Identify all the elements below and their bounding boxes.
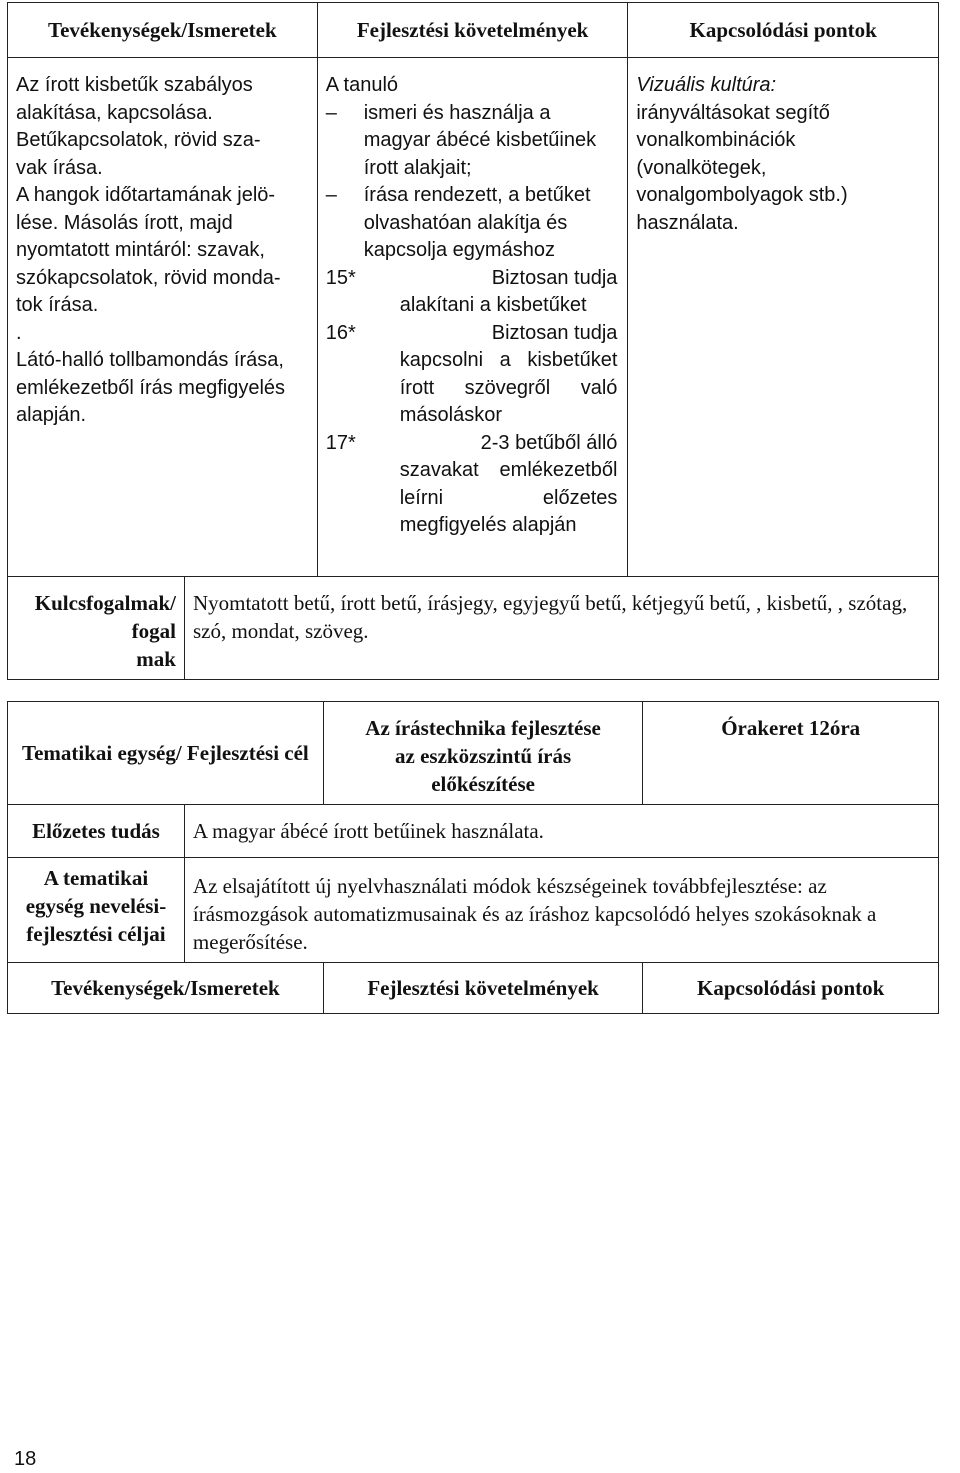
key-concepts-value <box>184 577 938 680</box>
goals-label-line: egység nevelési- <box>25 894 167 918</box>
unit-title-cell <box>323 702 643 805</box>
requirement-line: kapcsolni a kisbetűket <box>399 349 618 371</box>
label-line: mak <box>136 647 176 671</box>
activity-line: tok írása. <box>16 294 99 316</box>
connection-subject: Vizuális kultúra: <box>636 74 777 96</box>
activity-line: Az írott kisbetűk szabályos <box>16 74 253 96</box>
table-row <box>8 702 939 805</box>
prior-knowledge-value-cell <box>184 805 938 858</box>
activity-line: . <box>16 321 22 344</box>
unit-title-line: az eszközszintű írás <box>395 744 572 768</box>
numbered-requirement <box>326 430 618 540</box>
activity-line: vak írása. <box>16 156 103 179</box>
table-row <box>8 577 939 680</box>
key-concepts-table <box>7 576 939 680</box>
bullet-line: ismeri és használja a <box>363 101 551 124</box>
bullet-line: írása rendezett, a betűket <box>363 184 591 206</box>
unit-title-line: Az írástechnika fejlesztése <box>365 716 601 740</box>
prior-knowledge-value: A magyar ábécé írott betűinek használata. <box>192 819 544 843</box>
connection-line: használata. <box>636 211 739 234</box>
bullet-line: kapcsolja egymáshoz <box>363 239 555 261</box>
requirement-bullet <box>326 100 618 183</box>
requirements-intro: A tanuló <box>325 74 399 96</box>
bullet-line: írott alakjait; <box>363 156 472 179</box>
activity-line: emlékezetből írás megfigyelés <box>16 376 286 399</box>
requirement-number: 16* <box>325 321 356 344</box>
prior-knowledge-label-cell <box>8 805 185 858</box>
connection-line: (vonalkötegek, <box>636 156 767 179</box>
key-concepts-label <box>8 577 185 680</box>
connections-cell <box>628 58 939 577</box>
requirement-line: írott szövegről való <box>399 376 618 399</box>
table-row <box>8 858 939 963</box>
label-line: Kulcsfogalmak/ <box>34 591 176 615</box>
activity-line: alapján. <box>16 404 87 426</box>
header-activities: Tevékenységek/Ismeretek <box>8 3 318 58</box>
dash-marker: – <box>325 101 337 124</box>
requirement-bullet <box>326 182 618 265</box>
numbered-requirement <box>326 265 618 320</box>
table-header-row <box>8 963 939 1014</box>
numbered-requirement <box>326 320 618 430</box>
hours-value: Órakeret 12óra <box>721 716 861 740</box>
requirement-line: szavakat emlékezetből <box>399 459 618 481</box>
footer-header-activities: Tevékenységek/Ismeretek <box>8 963 324 1014</box>
requirement-number: 17* <box>325 431 356 454</box>
header-connections: Kapcsolódási pontok <box>628 3 939 58</box>
unit-label-cell <box>8 702 324 805</box>
activity-line: lése. Másolás írott, majd <box>16 211 233 234</box>
page-number: 18 <box>14 1448 37 1470</box>
goals-label-cell <box>8 858 185 963</box>
requirements-cell <box>317 58 628 577</box>
curriculum-table <box>7 2 939 577</box>
activity-line: alakítása, kapcsolása. <box>16 101 213 124</box>
connection-line: vonalgombolyagok stb.) <box>636 184 848 206</box>
activity-line: nyomtatott mintáról: szavak, <box>16 239 265 261</box>
requirement-first-line: Biztosan tudja <box>491 266 618 289</box>
requirement-line: leírni előzetes <box>399 486 618 509</box>
goals-label-line: fejlesztési céljai <box>26 922 166 946</box>
activity-line: Látó-halló tollbamondás írása, <box>16 349 284 371</box>
activity-line: Betűkapcsolatok, rövid sza- <box>16 129 261 151</box>
requirement-line: másoláskor <box>399 404 502 426</box>
table-header-row <box>8 3 939 58</box>
connection-line: irányváltásokat segítő <box>636 101 830 124</box>
requirement-first-line: Biztosan tudja <box>491 321 618 344</box>
requirement-line: alakítani a kisbetűket <box>399 294 587 316</box>
dash-marker: – <box>325 184 337 206</box>
hours-cell <box>643 702 939 805</box>
activities-cell <box>8 58 318 577</box>
goals-value-cell <box>184 858 938 963</box>
label-line: fogal <box>131 619 176 643</box>
bullet-line: olvashatóan alakítja és <box>363 211 568 234</box>
key-concepts-text: Nyomtatott betű, írott betű, írásjegy, egyjegyű betű, kétjegyű betű, , kisbetű, , szótag, szó, mondat, szöveg. <box>192 591 908 643</box>
goals-label-line: A tematikai <box>43 866 149 890</box>
connection-line: vonalkombinációk <box>636 129 796 151</box>
goals-value: Az elsajátított új nyelvhasználati módok készségeinek továbbfejlesztése: az írásmozgások automatizmusainak és az íráshoz kapcsolódó helyes szokásoknak a megerősítése. <box>192 874 877 954</box>
footer-header-requirements: Fejlesztési követelmények <box>323 963 643 1014</box>
prior-knowledge-label: Előzetes tudás <box>32 819 160 843</box>
requirement-first-line: 2-3 betűből álló <box>480 431 618 454</box>
table-row <box>8 805 939 858</box>
requirement-number: 15* <box>325 266 356 289</box>
thematic-unit-table <box>7 701 939 1014</box>
unit-title-line: előkészítése <box>431 772 535 796</box>
activity-line: A hangok időtartamának jelö- <box>16 184 276 206</box>
activity-line: szókapcsolatok, rövid monda- <box>16 266 281 289</box>
footer-header-connections: Kapcsolódási pontok <box>643 963 939 1014</box>
unit-label: Tematikai egység/ Fejlesztési cél <box>22 741 309 765</box>
header-requirements: Fejlesztési követelmények <box>317 3 628 58</box>
bullet-line: magyar ábécé kisbetűinek <box>363 129 597 151</box>
table-row <box>8 58 939 577</box>
requirement-line: megfigyelés alapján <box>399 514 577 536</box>
